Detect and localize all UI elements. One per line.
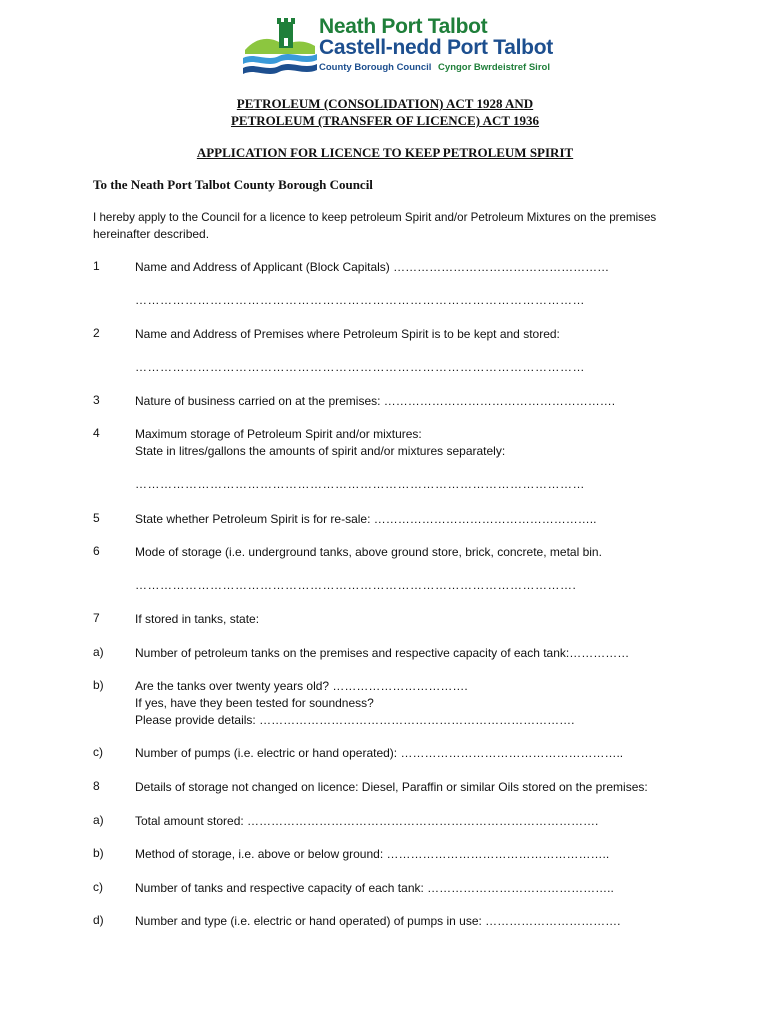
item-number: d) [93,913,104,927]
storage-amounts-label: State in litres/gallons the amounts of spirit and/or mixtures separately: [135,444,506,458]
item-number: 7 [93,611,100,625]
logo-subtitle-welsh: Cyngor Bwrdeistref Sirol [438,62,550,73]
act-title [0,95,770,129]
pump-count-field[interactable]: Number of pumps (i.e. electric or hand operated): ……………………………………………….. [135,746,624,760]
logo-text [319,16,553,73]
application-title: APPLICATION FOR LICENCE TO KEEP PETROLEUM SPIRIT [196,145,574,160]
item-number: 1 [93,259,100,273]
total-amount-field[interactable]: Total amount stored: ……………………………………………………………………………. [135,814,599,828]
mode-of-storage-line[interactable]: ……………………………………………………………………………………………. [135,578,577,592]
intro-line-2: hereinafter described. [93,227,210,241]
logo-name-welsh: Castell-nedd Port Talbot [319,36,553,59]
item-number: 5 [93,511,100,525]
item-number: c) [93,745,103,759]
other-oils-label: Details of storage not changed on licence: Diesel, Paraffin or similar Oils stored on the premises: [135,780,648,794]
tank-count-field[interactable]: Number of petroleum tanks on the premises and respective capacity of each tank:…………… [135,646,630,660]
item-number: 2 [93,326,100,340]
tanks-label: If stored in tanks, state: [135,612,260,626]
item-number: 6 [93,544,100,558]
method-of-storage-field[interactable]: Method of storage, i.e. above or below ground: ……………………………………………….. [135,847,610,861]
item-number: b) [93,846,104,860]
act-title-line-1: PETROLEUM (CONSOLIDATION) ACT 1928 AND [236,96,534,111]
item-number: a) [93,813,104,827]
mode-of-storage-label: Mode of storage (i.e. underground tanks, above ground store, brick, concrete, metal bin. [135,545,602,559]
applicant-address-line[interactable]: ……………………………………………………………………………………………… [135,293,585,307]
act-title-line-2: PETROLEUM (TRANSFER OF LICENCE) ACT 1936 [230,113,540,128]
council-logo [243,14,553,78]
premises-label: Name and Address of Premises where Petroleum Spirit is to be kept and stored: [135,327,560,341]
soundness-test-label: If yes, have they been tested for soundness? [135,696,374,710]
storage-amounts-line[interactable]: ……………………………………………………………………………………………… [135,477,585,491]
oil-tanks-field[interactable]: Number of tanks and respective capacity of each tank: ……………………………………….. [135,881,614,895]
resale-field[interactable]: State whether Petroleum Spirit is for re-sale: ……………………………………………….. [135,512,597,526]
oil-pumps-field[interactable]: Number and type (i.e. electric or hand operated) of pumps in use: ……………………………. [135,914,621,928]
logo-subtitle [319,62,553,73]
intro-paragraph [93,209,673,243]
item-number: c) [93,880,103,894]
item-number: b) [93,678,104,692]
item-number: 4 [93,426,100,440]
tank-age-field[interactable]: Are the tanks over twenty years old? ……………………………. [135,679,468,693]
item-number: 3 [93,393,100,407]
maximum-storage-label: Maximum storage of Petroleum Spirit and/or mixtures: [135,427,422,441]
logo-subtitle-english: County Borough Council [319,62,432,73]
premises-address-line[interactable]: ……………………………………………………………………………………………… [135,360,585,374]
intro-line-1: I hereby apply to the Council for a licence to keep petroleum Spirit and/or Petroleum Mixtures on the premises [93,211,657,224]
nature-of-business-field[interactable]: Nature of business carried on at the premises: …………………………………………………. [135,394,616,408]
item-number: 8 [93,779,100,793]
test-details-field[interactable]: Please provide details: ……………………………………………………………………. [135,713,575,727]
logo-name-english: Neath Port Talbot [319,15,488,38]
item-number: a) [93,645,104,659]
applicant-name-field[interactable]: Name and Address of Applicant (Block Capitals) ……………………………………………… [135,260,610,274]
castle-hills-icon [243,14,317,78]
addressee-line: To the Neath Port Talbot County Borough Council [93,177,373,192]
